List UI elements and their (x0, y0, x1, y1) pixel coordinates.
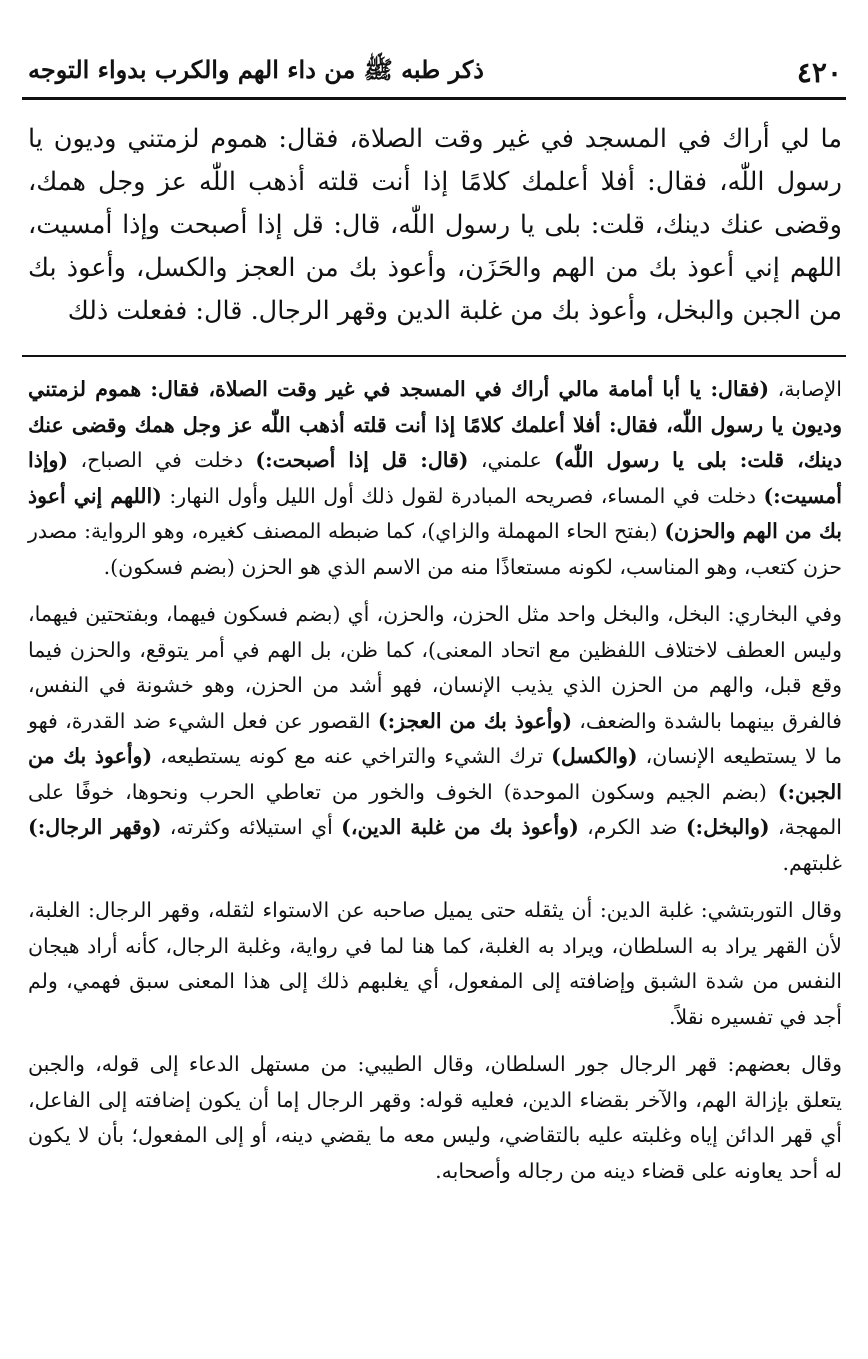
commentary-paragraph-1 (28, 372, 842, 585)
quoted-hadith: (فقال: يا أبا أمامة مالي أراك في المسجد في غير وقت الصلاة، فقال: هموم لزمتني وديون يا رسول اللّٰه، فقال: أفلا أعلمك كلامًا إذا أنت قلته أذهب اللّٰه عز وجل همك وقضى عنك دينك، قلت: بلى يا رسول اللّٰه) (28, 377, 842, 472)
commentary-paragraph-2 (28, 597, 842, 881)
header-rule (22, 97, 846, 100)
commentary-text: الإصابة، (769, 377, 842, 401)
hadith-text (28, 118, 842, 333)
commentary-text: غلبتهم. (782, 850, 842, 875)
quoted-hadith: (وأعوذ بك من الجبن:) (28, 744, 842, 804)
running-header (28, 52, 842, 92)
commentary-text: دخلت في الصباح، (68, 448, 256, 472)
quoted-hadith: (وإذا أمسيت:) (28, 448, 842, 508)
quoted-hadith: (والبخل:) (685, 815, 770, 839)
commentary-text: أي استيلائه وكثرته، (161, 815, 342, 839)
commentary-paragraph-4: وقال بعضهم: قهر الرجال جور السلطان، وقال الطيبي: من مستهل الدعاء إلى قوله، والجبن يتعلق بإزالة الهم، والآخر بقضاء الدين، فعليه قوله: وقهر الرجال إما أن يكون إضافته إلى الفاعل، أي قهر الدائن إياه وغلبته عليه بالتقاضي، وليس معه ما يقضي دينه، أو إلى المفعول؛ بأن لا يكون له أحد يعاونه على قضاء دينه من رجاله وأصحابه. (28, 1052, 842, 1183)
quoted-hadith: (وأعوذ بك من العجز:) (377, 708, 573, 733)
commentary-text: وفي البخاري: البخل، والبخل واحد مثل الحزن، والحزن، أي (بضم فسكون فيهما، وبفتحتين فيهما، وليس العطف لاختلاف اللفظين مع اتحاد المعنى)، كما ظن، بل الهم في أمر يتوقع، والحزن فيما وقع قبل، والهم من الحزن الذي يذيب الإنسان، فهو أشد من الحزن، وهو خشونة في النفس، فالفرق بينهما بالشدة والضعف، (28, 602, 842, 733)
hadith-paragraph: ما لي أراك في المسجد في غير وقت الصلاة، فقال: هموم لزمتني وديون يا رسول اللّٰه، فقال: أفلا أعلمك كلامًا إذا أنت قلته أذهب اللّٰه عز وجل همك، وقضى عنك دينك، قلت: بلى يا رسول اللّٰه، قال: قل إذا أصبحت وإذا أمسيت، اللهم إني أعوذ بك من الهم والحَزَن، وأعوذ بك من العجز والكسل، وأعوذ بك من الجبن والبخل، وأعوذ بك من غلبة الدين وقهر الرجال. قال: ففعلت ذلك (28, 124, 842, 326)
quoted-hadith: (والكسل) (551, 744, 638, 768)
commentary-text: علمني، (468, 448, 555, 472)
commentary-text: (بفتح الحاء المهملة والزاي)، كما ضبطه المصنف كغيره، وهو الرواية: مصدر حزن كتعب، وهو المناسب، لكونه مستعاذًا منه من الاسم الذي هو الحزن (بضم فسكون). (28, 519, 842, 579)
page-number: ٤٢٠ (796, 55, 842, 89)
quoted-hadith: (قال: قل إذا أصبحت:) (255, 448, 469, 472)
commentary-text: ضد الكرم، (578, 815, 686, 839)
quoted-hadith: (وأعوذ بك من غلبة الدين،) (341, 815, 579, 839)
commentary-text: (بضم الجيم وسكون الموحدة) الخوف والخور من تعاطي الحرب ونحوها، خوفًا على المهجة، (28, 779, 843, 839)
commentary-text: دخلت في المساء، فصريحه المبادرة لقول ذلك أول الليل وأول النهار: (161, 483, 764, 508)
commentary-divider (22, 355, 846, 357)
commentary-text: ترك الشيء والتراخي عنه مع كونه يستطيعه، (152, 744, 552, 768)
quoted-hadith: (وقهر الرجال:) (28, 815, 162, 839)
quoted-hadith: (اللهم إني أعوذ بك من الهم والحزن) (28, 483, 842, 543)
commentary-section (28, 372, 842, 1201)
commentary-paragraph-3: وقال التوربتشي: غلبة الدين: أن يثقله حتى يميل صاحبه عن الاستواء لثقله، وقهر الرجال: الغلبة، لأن القهر يراد به السلطان، ويراد به الغلبة، كما هنا لما في رواية، وغلبة الرجال، كأنه أراد هيجان النفس من شدة الشبق وإضافته إلى المفعول، أي يغلبهم ذلك إلى هذا المعنى سبق فهمي، ولم أجد في تفسيره نقلاً. (28, 898, 842, 1029)
commentary-text: القصور عن فعل الشيء ضد القدرة، فهو ما لا يستطيعه الإنسان، (28, 708, 842, 768)
running-title: ذكر طبه ﷺ من داء الهم والكرب بدواء التوجه (28, 54, 484, 84)
